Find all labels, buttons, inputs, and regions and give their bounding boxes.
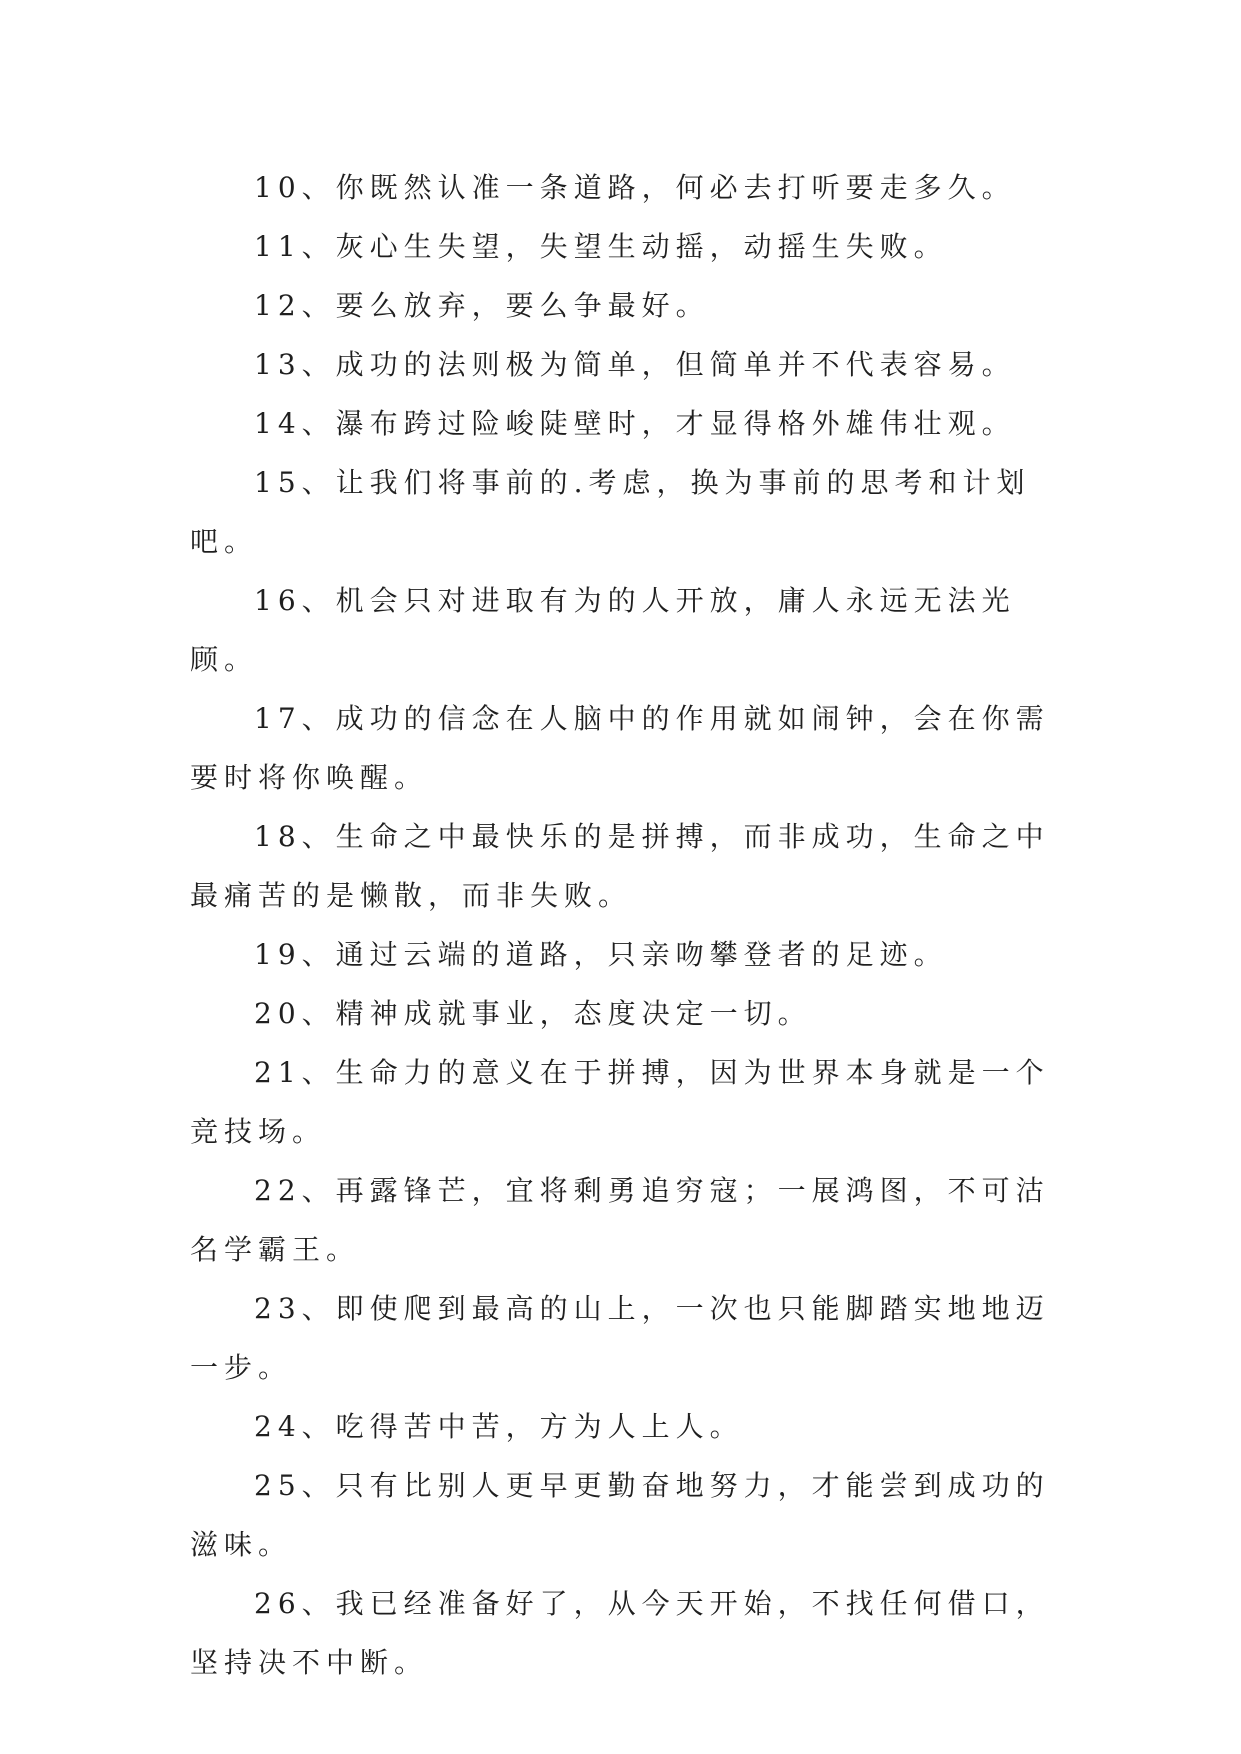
paragraph-22: 22、再露锋芒，宜将剩勇追穷寇；一展鸿图，不可沽名学霸王。	[190, 1174, 1050, 1266]
paragraph-20: 20、精神成就事业，态度决定一切。	[254, 997, 812, 1030]
paragraph-21: 21、生命力的意义在于拼搏，因为世界本身就是一个竞技场。	[190, 1056, 1050, 1148]
paragraph-15: 15、让我们将事前的.考虑，换为事前的思考和计划吧。	[190, 466, 1031, 558]
paragraph-25: 25、只有比别人更早更勤奋地努力，才能尝到成功的滋味。	[190, 1469, 1050, 1561]
paragraph-26: 26、我已经准备好了，从今天开始，不找任何借口，坚持决不中断。	[190, 1587, 1050, 1679]
paragraph-12: 12、要么放弃，要么争最好。	[254, 289, 710, 322]
paragraph-19: 19、通过云端的道路，只亲吻攀登者的足迹。	[254, 938, 948, 971]
paragraph-23: 23、即使爬到最高的山上，一次也只能脚踏实地地迈一步。	[190, 1292, 1050, 1384]
paragraph-13: 13、成功的法则极为简单，但简单并不代表容易。	[254, 348, 1016, 381]
paragraph-11: 11、灰心生失望，失望生动摇，动摇生失败。	[254, 230, 948, 263]
paragraph-17: 17、成功的信念在人脑中的作用就如闹钟，会在你需要时将你唤醒。	[190, 702, 1050, 794]
paragraph-16: 16、机会只对进取有为的人开放，庸人永远无法光顾。	[190, 584, 1016, 676]
paragraph-24: 24、吃得苦中苦，方为人上人。	[254, 1410, 744, 1443]
paragraph-14: 14、瀑布跨过险峻陡壁时，才显得格外雄伟壮观。	[254, 407, 1016, 440]
paragraph-10: 10、你既然认准一条道路，何必去打听要走多久。	[254, 171, 1016, 204]
paragraph-18: 18、生命之中最快乐的是拼搏，而非成功，生命之中最痛苦的是懒散，而非失败。	[190, 820, 1050, 912]
document-body	[190, 158, 1060, 1692]
